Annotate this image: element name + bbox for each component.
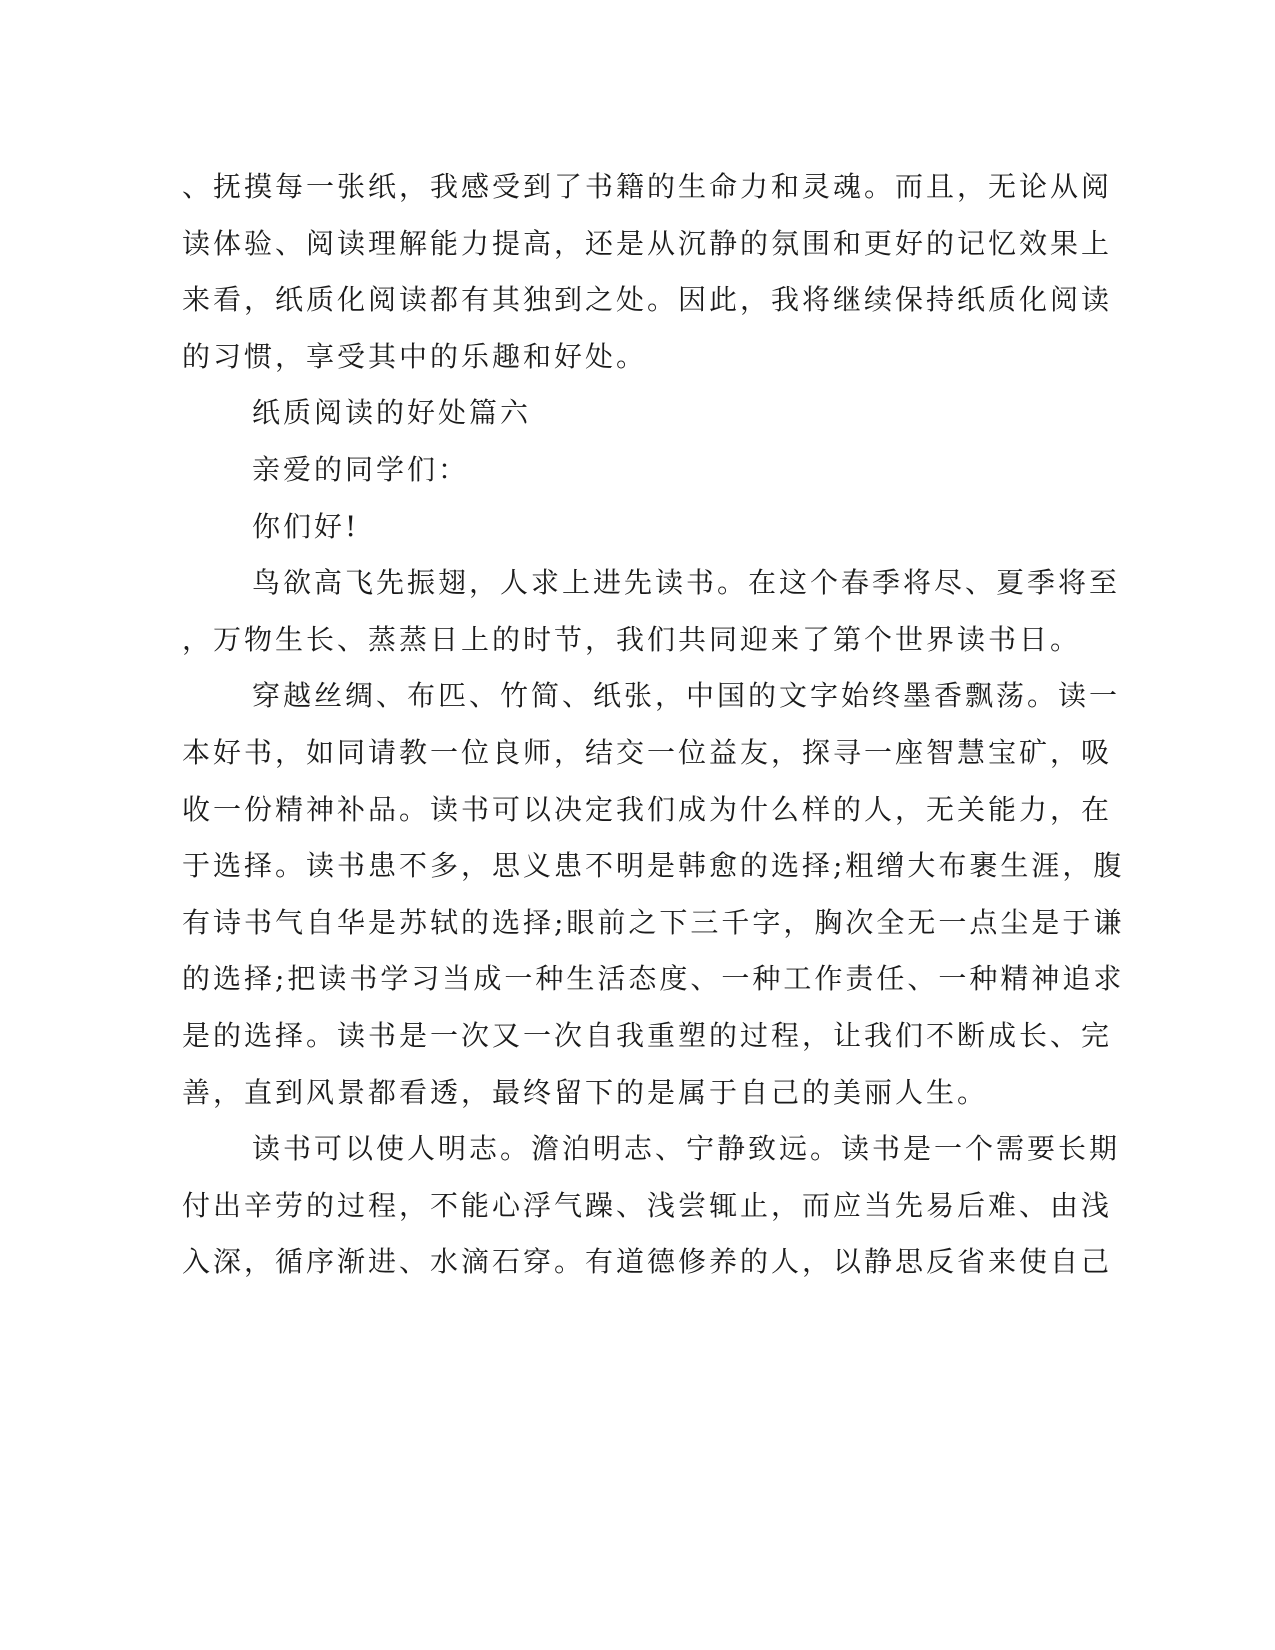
text-line: 于选择。读书患不多，思义患不明是韩愈的选择;粗缯大布裹生涯，腹 [182, 849, 1125, 883]
text-line: ，万物生长、蒸蒸日上的时节，我们共同迎来了第个世界读书日。 [182, 622, 1082, 656]
document-body [182, 159, 1125, 1291]
text-line: 付出辛劳的过程，不能心浮气躁、浅尝辄止，而应当先易后难、由浅 [182, 1188, 1113, 1222]
text-line: 是的选择。读书是一次又一次自我重塑的过程，让我们不断成长、完 [182, 1018, 1113, 1052]
text-line: 的习惯，享受其中的乐趣和好处。 [182, 339, 648, 373]
text-line: 穿越丝绸、布匹、竹简、纸张，中国的文字始终墨香飘荡。读一 [252, 679, 1121, 713]
greeting: 你们好! [252, 509, 360, 543]
text-line: 读体验、阅读理解能力提高，还是从沉静的氛围和更好的记忆效果上 [182, 226, 1113, 260]
section-heading: 纸质阅读的好处篇六 [252, 396, 532, 430]
text-line: 入深，循序渐进、水滴石穿。有道德修养的人，以静思反省来使自己 [182, 1245, 1113, 1279]
text-line: 的选择;把读书学习当成一种生活态度、一种工作责任、一种精神追求 [182, 962, 1125, 996]
text-line: 本好书，如同请教一位良师，结交一位益友，探寻一座智慧宝矿，吸 [182, 735, 1113, 769]
text-line: 鸟欲高飞先振翅，人求上进先读书。在这个春季将尽、夏季将至 [252, 566, 1121, 600]
text-line: 读书可以使人明志。澹泊明志、宁静致远。读书是一个需要长期 [252, 1132, 1121, 1166]
text-line: 收一份精神补品。读书可以决定我们成为什么样的人，无关能力，在 [182, 792, 1113, 826]
text-line: 来看，纸质化阅读都有其独到之处。因此，我将继续保持纸质化阅读 [182, 283, 1113, 317]
salutation: 亲爱的同学们： [252, 452, 470, 486]
text-line: 善，直到风景都看透，最终留下的是属于自己的美丽人生。 [182, 1075, 989, 1109]
text-line: 有诗书气自华是苏轼的选择;眼前之下三千字，胸次全无一点尘是于谦 [182, 905, 1125, 939]
text-line: 、抚摸每一张纸，我感受到了书籍的生命力和灵魂。而且，无论从阅 [182, 170, 1113, 203]
